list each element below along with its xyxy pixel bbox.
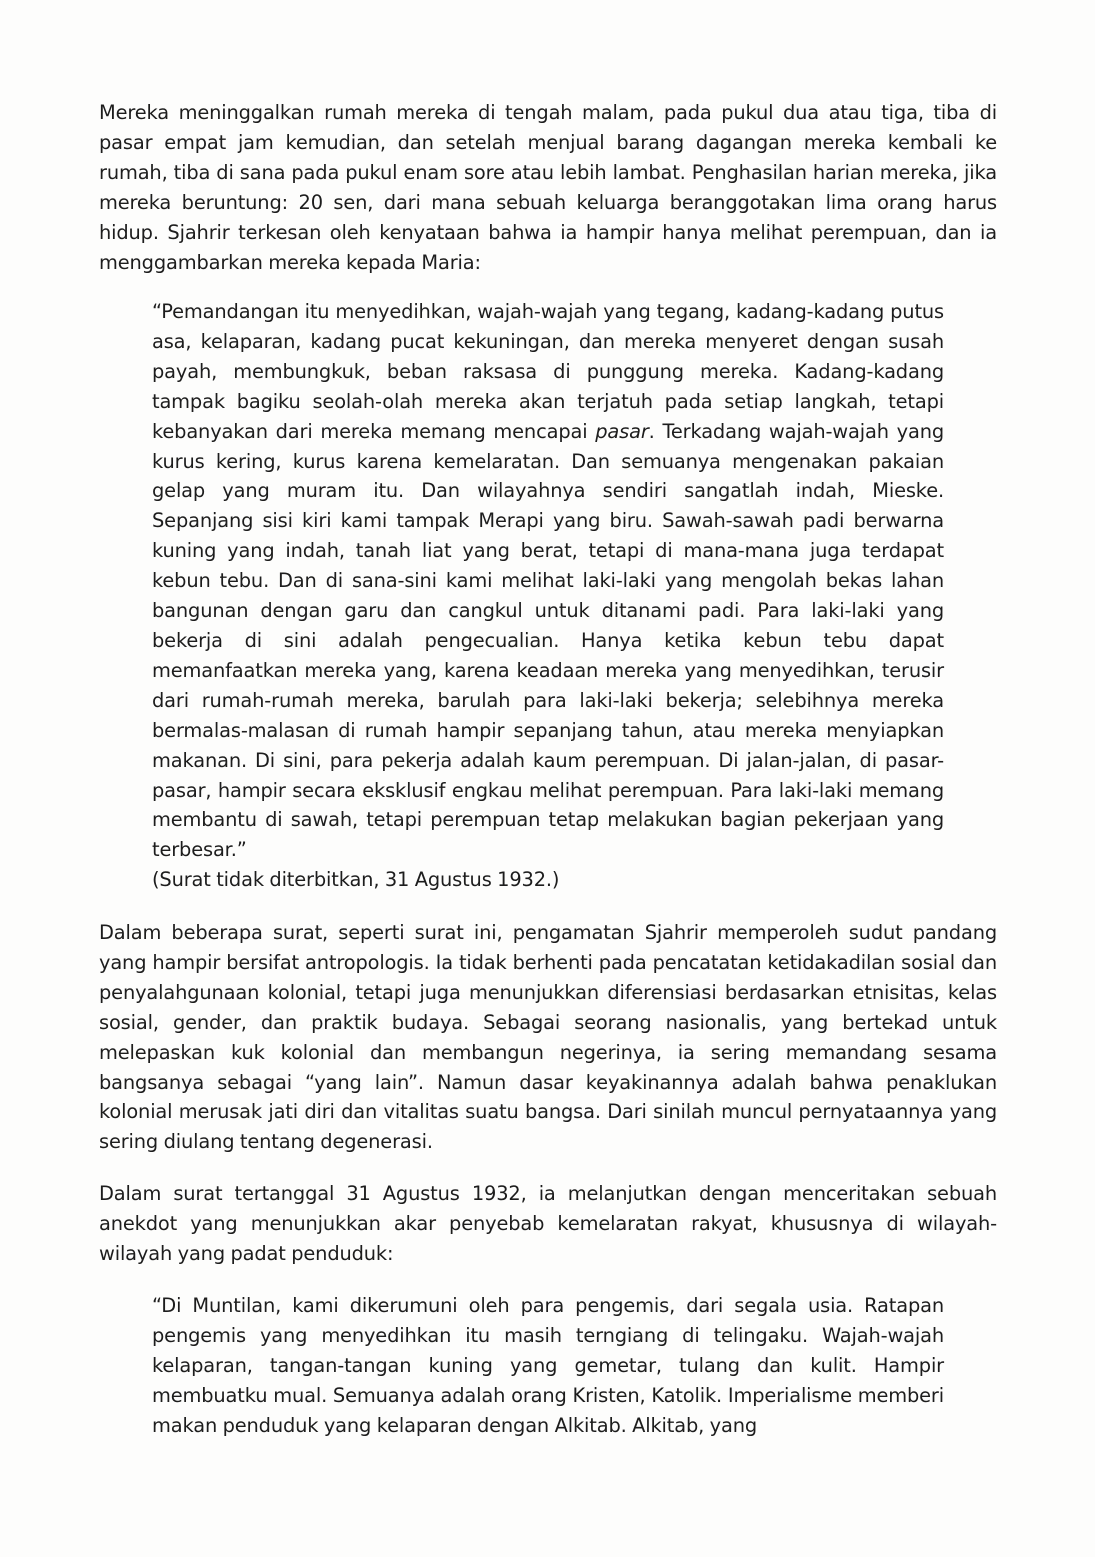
paragraph-3 xyxy=(99,1179,997,1269)
block-quote-1 xyxy=(152,297,944,895)
paragraph-1-text: Mereka meninggalkan rumah mereka di tengah malam, pada pukul dua atau tiga, tiba di pasar empat jam kemudian, dan setelah menjual barang dagangan mereka kembali ke rumah, tiba di sana pada pukul enam sore atau lebih lambat. Penghasilan harian mereka, jika mereka beruntung: 20 sen, dari mana sebuah keluarga beranggotakan lima orang harus hidup. Sjahrir terkesan oleh kenyataan bahwa ia hampir hanya melihat perempuan, dan ia menggambarkan mereka kepada Maria: xyxy=(99,101,997,274)
quote-1-part-a: “Pemandangan itu menyedihkan, wajah-wajah yang tegang, kadang-kadang putus asa, kelaparan, kadang pucat kekuningan, dan mereka menyeret dengan susah payah, membungkuk, beban raksasa di punggung mereka. Kadang-kadang tampak bagiku seolah-olah mereka akan terjatuh pada setiap langkah, tetapi kebanyakan dari mereka memang mencapai xyxy=(152,300,944,443)
paragraph-3-text: Dalam surat tertanggal 31 Agustus 1932, ia melanjutkan dengan menceritakan sebuah anekdot yang menunjukkan akar penyebab kemelaratan rakyat, khususnya di wilayah-wilayah yang padat penduduk: xyxy=(99,1182,997,1265)
quote-1-italic-word: pasar xyxy=(595,419,649,443)
paragraph-1 xyxy=(99,98,997,277)
block-quote-2 xyxy=(152,1291,944,1441)
paragraph-2-text: Dalam beberapa surat, seperti surat ini, pengamatan Sjahrir memperoleh sudut pandang yang hampir bersifat antropologis. Ia tidak berhenti pada pencatatan ketidakadilan sosial dan penyalahgunaan kolonial, tetapi juga menunjukkan diferensiasi berdasarkan etnisitas, kelas sosial, gender, dan praktik budaya. Sebagai seorang nasionalis, yang bertekad untuk melepaskan kuk kolonial dan membangun negerinya, ia sering memandang sesama bangsanya sebagai “yang lain”. Namun dasar keyakinannya adalah bahwa penaklukan kolonial merusak jati diri dan vitalitas suatu bangsa. Dari sinilah muncul pernyataannya yang sering diulang tentang degenerasi. xyxy=(99,921,997,1154)
block-quote-2-text: “Di Muntilan, kami dikerumuni oleh para pengemis, dari segala usia. Ratapan pengemis yang menyedihkan itu masih terngiang di telingaku. Wajah-wajah kelaparan, tangan-tangan kuning yang gemetar, tulang dan kulit. Hampir membuatku mual. Semuanya adalah orang Kristen, Katolik. Imperialisme memberi makan penduduk yang kelaparan dengan Alkitab. Alkitab, yang xyxy=(152,1294,944,1437)
paragraph-2 xyxy=(99,918,997,1157)
block-quote-1-text xyxy=(152,297,944,865)
quote-1-part-b: . Terkadang wajah-wajah yang kurus kering, kurus karena kemelaratan. Dan semuanya mengenakan pakaian gelap yang muram itu. Dan wilayahnya sendiri sangatlah indah, Mieske. Sepanjang sisi kiri kami tampak Merapi yang biru. Sawah-sawah padi berwarna kuning yang indah, tanah liat yang berat, tetapi di mana-mana juga terdapat kebun tebu. Dan di sana-sini kami melihat laki-laki yang mengolah bekas lahan bangunan dengan garu dan cangkul untuk ditanami padi. Para laki-laki yang bekerja di sini adalah pengecualian. Hanya ketika kebun tebu dapat memanfaatkan mereka yang, karena keadaan mereka yang menyedihkan, terusir dari rumah-rumah mereka, barulah para laki-laki bekerja; selebihnya mereka bermalas-malasan di rumah hampir sepanjang tahun, atau mereka menyiapkan makanan. Di sini, para pekerja adalah kaum perempuan. Di jalan-jalan, di pasar-pasar, hampir secara eksklusif engkau melihat perempuan. Para laki-laki memang membantu di sawah, tetapi perempuan tetap melakukan bagian pekerjaan yang terbesar.” xyxy=(152,419,944,862)
quote-1-citation: (Surat tidak diterbitkan, 31 Agustus 1932.) xyxy=(152,868,560,892)
